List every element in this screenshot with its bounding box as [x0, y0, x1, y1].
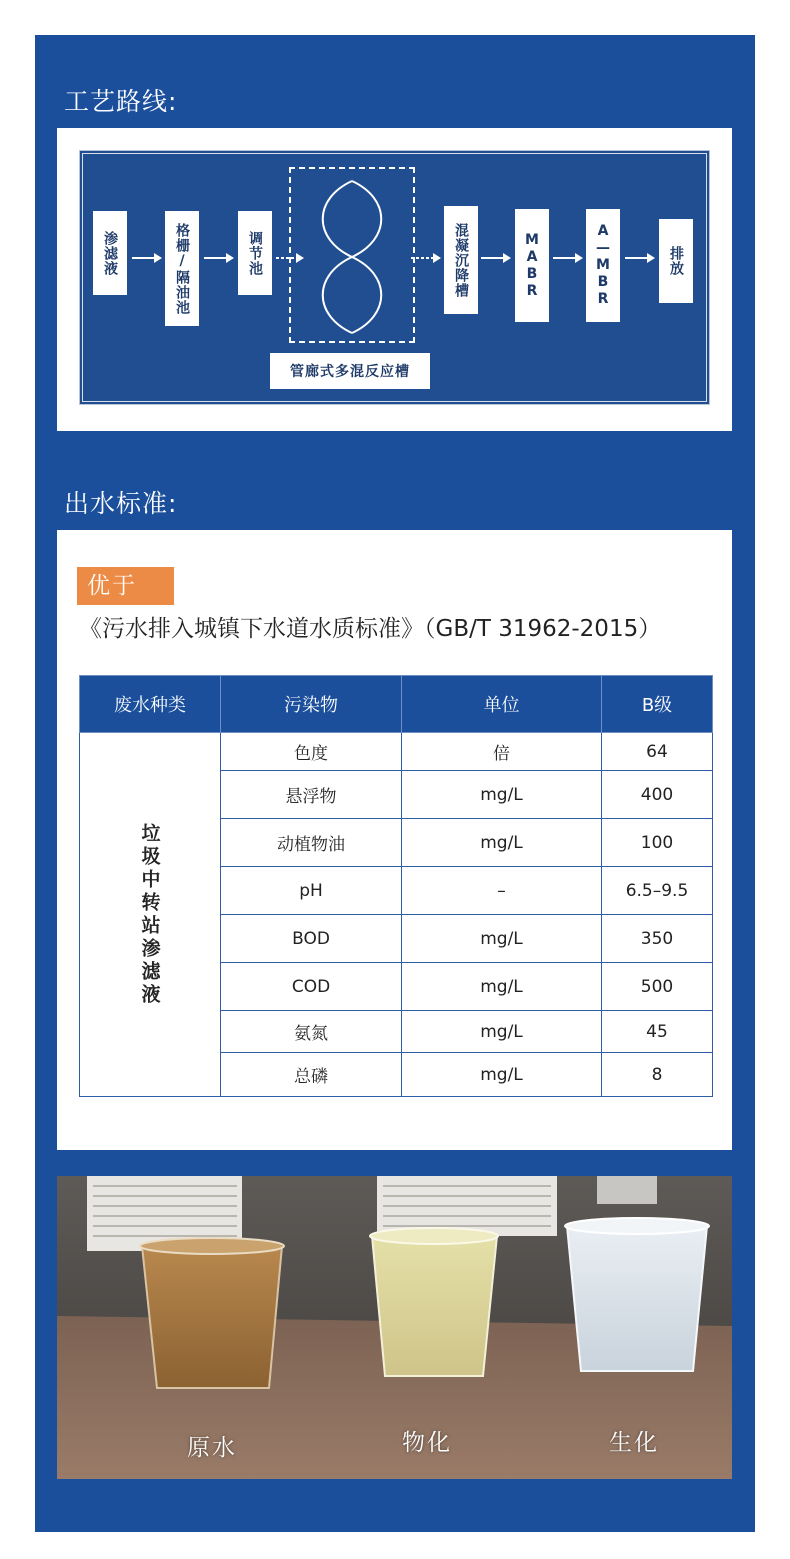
- unit-cell: mg/L: [402, 771, 602, 819]
- pollutant-cell: pH: [221, 867, 402, 915]
- water-samples-photo: [57, 1176, 732, 1479]
- caption-raw-water: 原水: [187, 1435, 237, 1461]
- arrow-icon: [481, 252, 511, 264]
- standard-panel: [57, 530, 732, 1150]
- value-cell: 400: [602, 771, 713, 819]
- arrow-icon: [204, 252, 234, 264]
- step-coagulation: 混凝沉降槽: [444, 206, 478, 314]
- value-cell: 500: [602, 963, 713, 1011]
- caption-physicochemical: 物化: [402, 1430, 452, 1456]
- better-than-badge: 优于: [77, 567, 174, 605]
- arrow-icon: [132, 252, 162, 264]
- unit-cell: –: [402, 867, 602, 915]
- unit-cell: 倍: [402, 733, 602, 771]
- unit-cell: mg/L: [402, 1011, 602, 1053]
- standard-title: 出水标准:: [64, 489, 178, 518]
- process-title: 工艺路线:: [64, 87, 178, 116]
- header-grade-b: B级: [602, 676, 713, 733]
- step-regulating-tank: 调节池: [238, 211, 272, 295]
- pollutant-cell: 动植物油: [221, 819, 402, 867]
- header-pollutant: 污染物: [221, 676, 402, 733]
- value-cell: 45: [602, 1011, 713, 1053]
- table-row: [80, 733, 713, 771]
- step-a-mbr: A—MBR: [586, 209, 620, 322]
- step-grille: 格栅/隔油池: [165, 211, 199, 326]
- reactor-dashed-box: [289, 167, 415, 343]
- standard-name: 《污水排入城镇下水道水质标准》（GB/T 31962-2015）: [79, 616, 662, 642]
- process-diagram: [79, 150, 710, 405]
- unit-cell: mg/L: [402, 963, 602, 1011]
- header-category: 废水种类: [80, 676, 221, 733]
- pollutant-cell: 氨氮: [221, 1011, 402, 1053]
- value-cell: 64: [602, 733, 713, 771]
- standard-table: [79, 675, 713, 1097]
- pollutant-cell: 总磷: [221, 1053, 402, 1097]
- step-leachate: 渗滤液: [93, 211, 127, 295]
- reactor-tank-label: 管廊式多混反应槽: [270, 353, 430, 389]
- pollutant-cell: BOD: [221, 915, 402, 963]
- unit-cell: mg/L: [402, 1053, 602, 1097]
- pollutant-cell: 色度: [221, 733, 402, 771]
- caption-biochemical: 生化: [609, 1430, 659, 1456]
- value-cell: 350: [602, 915, 713, 963]
- value-cell: 100: [602, 819, 713, 867]
- arrow-icon: [625, 252, 655, 264]
- unit-cell: mg/L: [402, 819, 602, 867]
- arrow-icon: [411, 252, 441, 264]
- category-cell: 垃圾中转站渗滤液: [80, 733, 221, 1097]
- header-unit: 单位: [402, 676, 602, 733]
- process-panel: [57, 128, 732, 431]
- step-mabr: MABR: [515, 209, 549, 322]
- mixing-wave-icon: [291, 169, 413, 341]
- pollutant-cell: COD: [221, 963, 402, 1011]
- value-cell: 6.5–9.5: [602, 867, 713, 915]
- unit-cell: mg/L: [402, 915, 602, 963]
- pollutant-cell: 悬浮物: [221, 771, 402, 819]
- arrow-icon: [553, 252, 583, 264]
- table-header-row: [80, 676, 713, 733]
- value-cell: 8: [602, 1053, 713, 1097]
- step-discharge: 排放: [659, 219, 693, 303]
